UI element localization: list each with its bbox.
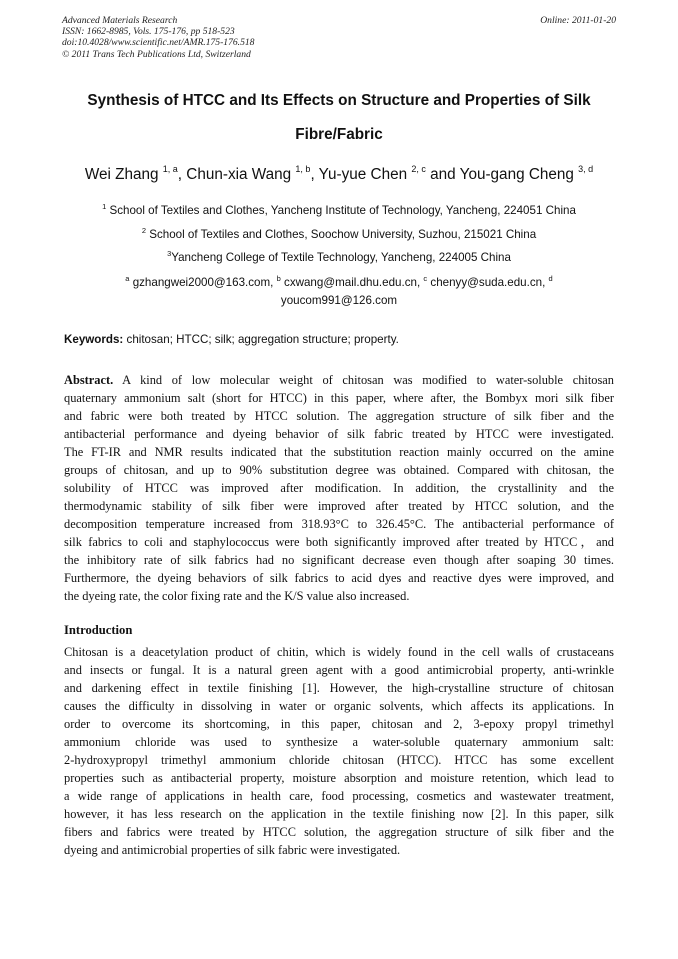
doi-line: doi:10.4028/www.scientific.net/AMR.175-176.518 — [62, 37, 255, 49]
copyright-line: © 2011 Trans Tech Publications Ltd, Switzerland — [62, 48, 251, 60]
keywords-text: chitosan; HTCC; silk; aggregation structure; property. — [126, 333, 399, 346]
abstract-line: the dyeing rate, the color fixing rate and the K/S value also increased. — [64, 589, 410, 603]
abstract-line: solubility of HTCC was improved after modification. In addition, the crystallinity and the — [64, 481, 614, 495]
intro-line: however, it has less research on the application in the textile finishing now [2]. In this paper, silk — [64, 807, 614, 821]
intro-line: 2-hydroxypropyl trimethyl ammonium chloride chitosan (HTCC). HTCC has some excellent — [64, 753, 614, 767]
email-line-2 — [20, 294, 658, 308]
abstract-line: The FT-IR and NMR results indicated that the substitution reaction mainly occurred on the amine — [64, 445, 614, 459]
abstract-line: thermodynamic stability of silk fiber were improved after treated by HTCC solution, and the — [64, 499, 614, 513]
email-link[interactable]: gzhangwei2000@163.com, — [132, 276, 274, 289]
journal-header — [62, 15, 616, 60]
keywords-label: Keywords: — [64, 333, 124, 346]
abstract-line: the inhibitory rate of silk fabrics had no significant decrease even though after soaping 30 times. — [64, 553, 614, 567]
affiliation-1: $^1$ School of Textiles and Clothes, Yancheng Institute of Technology, Yancheng, 224051 China — [102, 202, 576, 217]
paper-title-line-2: Fibre/Fabric — [295, 126, 383, 143]
abstract-line: silk fabrics to coli and staphylococcus were both significantly improved after treated by HTCC，and — [64, 535, 614, 549]
abstract-line: Abstract. A kind of low molecular weight of chitosan was modified to water-soluble chitosan — [64, 373, 614, 387]
email-link[interactable]: chenyy@suda.edu.cn, — [430, 276, 546, 289]
email-line-1: $^a$ gzhangwei2000@163.com, $^b$ cxwang@mail.dhu.edu.cn, $^c$ chenyy@suda.edu.cn, $^d$ — [125, 274, 553, 289]
author-name: Yu-yue Chen — [318, 166, 408, 183]
section-heading-introduction: Introduction — [64, 623, 133, 637]
intro-line: ammonium chloride was used to synthesize a water-soluble quaternary ammonium salt: — [64, 735, 614, 749]
abstract-line: antibacterial performance and dyeing behavior of silk fabric treated by HTCC were investigated. — [64, 427, 614, 441]
intro-line: order to overcome its shortcoming, in this paper, chitosan and 2, 3-epoxy propyl trimethyl — [64, 717, 614, 731]
paper-title-line-1: Synthesis of HTCC and Its Effects on Structure and Properties of Silk — [87, 92, 591, 109]
author-name: Chun-xia Wang — [186, 166, 292, 183]
issn-line: ISSN: 1662-8985, Vols. 175-176, pp 518-523 — [62, 26, 235, 38]
abstract-line: Furthermore, the dyeing behaviors of silk fabrics to acid dyes and reactive dyes were improved, and — [64, 571, 614, 585]
intro-line: a wide range of applications in health care, food processing, cosmetics and wastewater treatment, — [64, 789, 614, 803]
introduction-body — [64, 643, 614, 859]
abstract-line: and fabric were both treated by HTCC solution. The aggregation structure of silk fiber and the — [64, 409, 614, 423]
affiliation-2: $^2$ School of Textiles and Clothes, Soochow University, Suzhou, 215021 China — [141, 226, 537, 241]
abstract-line: groups of chitosan, and up to 90% substitution degree was obtained. Compared with chitosan, the — [64, 463, 614, 477]
intro-line: and darkening effect in textile finishing [1]. However, the high-crystalline structure of chitosan — [64, 681, 614, 695]
abstract — [64, 371, 614, 605]
journal-name: Advanced Materials Research — [62, 15, 178, 26]
email-link[interactable]: youcom991@126.com — [280, 294, 398, 307]
intro-line: and insects or fungal. It is a natural green agent with a good antimicrobial property, anti-wrinkle — [64, 663, 614, 677]
keywords — [64, 333, 624, 347]
abstract-label: Abstract. — [64, 373, 114, 387]
intro-line: causes the difficulty in dissolving in water or organic solvents, which affects its applications. In — [64, 699, 614, 713]
affiliation-3: $^3$Yancheng College of Textile Technology, Yancheng, 224005 China — [167, 249, 511, 264]
author-name: You-gang Cheng — [459, 166, 574, 183]
author-name: Wei Zhang — [84, 166, 159, 183]
intro-line: Chitosan is a deacetylation product of chitin, which is widely found in the cell walls of crustaceans — [64, 645, 614, 659]
author-affiliation-mark: 1, a — [162, 164, 178, 174]
intro-line: properties such as antibacterial property, moisture absorption and moisture retention, which lead to — [64, 771, 614, 785]
author-affiliation-mark: 1, b — [295, 164, 311, 174]
email-link[interactable]: cxwang@mail.dhu.edu.cn, — [284, 276, 421, 289]
abstract-line: decomposition temperature increased from 318.93°C to 326.45°C. The antibacterial performance of — [64, 517, 614, 531]
author-affiliation-mark: 2, c — [411, 164, 426, 174]
online-date: Online: 2011-01-20 — [540, 15, 616, 26]
author-list: Wei Zhang $^{1, a}$, Chun-xia Wang $^{1, b}$, Yu-yue Chen $^{2, c}$ and You-gang Cheng $^{3, d}$ — [84, 164, 594, 183]
intro-line: dyeing and antimicrobial properties of silk fabric were investigated. — [64, 843, 401, 857]
author-affiliation-mark: 3, d — [578, 164, 594, 174]
intro-line: fibers and fabrics were treated by HTCC solution, the aggregation structure of silk fiber and the — [64, 825, 614, 839]
abstract-line: quaternary ammonium salt (short for HTCC) in this paper, where after, the Bombyx mori silk fiber — [64, 391, 614, 405]
